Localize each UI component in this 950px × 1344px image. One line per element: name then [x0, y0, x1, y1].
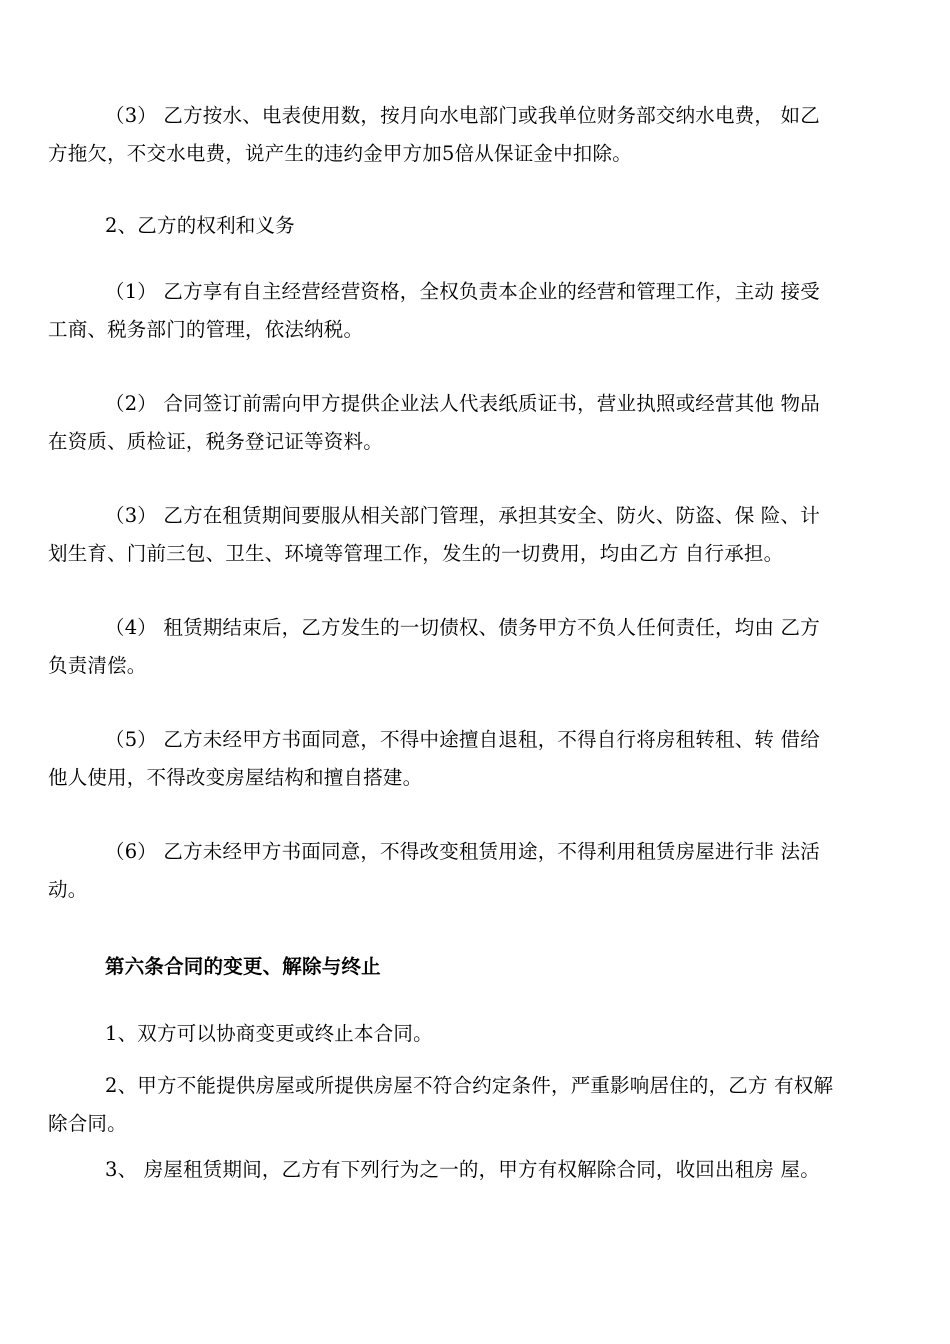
clause-6-usage	[48, 833, 900, 909]
clause-4-debts	[48, 609, 900, 685]
paragraph-line: 动。	[48, 878, 88, 901]
article-6-heading	[48, 948, 900, 986]
termination-item-1	[48, 1015, 900, 1053]
paragraph-line: 1、双方可以协商变更或终止本合同。	[105, 1022, 433, 1045]
paragraph-line: 方拖欠，不交水电费，说产生的违约金甲方加5倍从保证金中扣除。	[48, 142, 632, 165]
paragraph-line: （1） 乙方享有自主经营经营资格，全权负责本企业的经营和管理工作，主动 接受	[105, 280, 820, 303]
paragraph-line: （2） 合同签订前需向甲方提供企业法人代表纸质证书，营业执照或经营其他 物品	[105, 392, 820, 415]
termination-item-2	[48, 1067, 900, 1143]
clause-1-operation	[48, 273, 900, 349]
paragraph-line: 在资质、质检证，税务登记证等资料。	[48, 430, 383, 453]
clause-5-sublease	[48, 721, 900, 797]
paragraph-line: （3） 乙方按水、电表使用数，按月向水电部门或我单位财务部交纳水电费， 如乙	[105, 104, 820, 127]
termination-item-3	[48, 1151, 900, 1189]
paragraph-line: 工商、税务部门的管理，依法纳税。	[48, 318, 364, 341]
paragraph-line: 3、 房屋租赁期间，乙方有下列行为之一的，甲方有权解除合同，收回出租房 屋。	[105, 1158, 820, 1181]
paragraph-line: 他人使用，不得改变房屋结构和擅自搭建。	[48, 766, 423, 789]
paragraph-line: （5） 乙方未经甲方书面同意，不得中途擅自退租，不得自行将房租转租、转 借给	[105, 728, 820, 751]
paragraph-line: 负责清偿。	[48, 654, 147, 677]
paragraph-line: （4） 租赁期结束后，乙方发生的一切债权、债务甲方不负人任何责任，均由 乙方	[105, 616, 820, 639]
section-2-rights-heading	[48, 207, 900, 245]
paragraph-line: 除合同。	[48, 1112, 127, 1135]
paragraph-line: （6） 乙方未经甲方书面同意，不得改变租赁用途，不得利用租赁房屋进行非 法活	[105, 840, 820, 863]
clause-3-utilities	[48, 97, 900, 173]
clause-2-documents	[48, 385, 900, 461]
paragraph-line: 2、乙方的权利和义务	[105, 214, 295, 237]
paragraph-line: 2、甲方不能提供房屋或所提供房屋不符合约定条件，严重影响居住的，乙方 有权解	[105, 1074, 834, 1097]
paragraph-line: 第六条合同的变更、解除与终止	[105, 955, 381, 978]
paragraph-line: 划生育、门前三包、卫生、环境等管理工作，发生的一切费用，均由乙方 自行承担。	[48, 542, 784, 565]
paragraph-line: （3） 乙方在租赁期间要服从相关部门管理，承担其安全、防火、防盗、保 险、计	[105, 504, 820, 527]
clause-3-management	[48, 497, 900, 573]
